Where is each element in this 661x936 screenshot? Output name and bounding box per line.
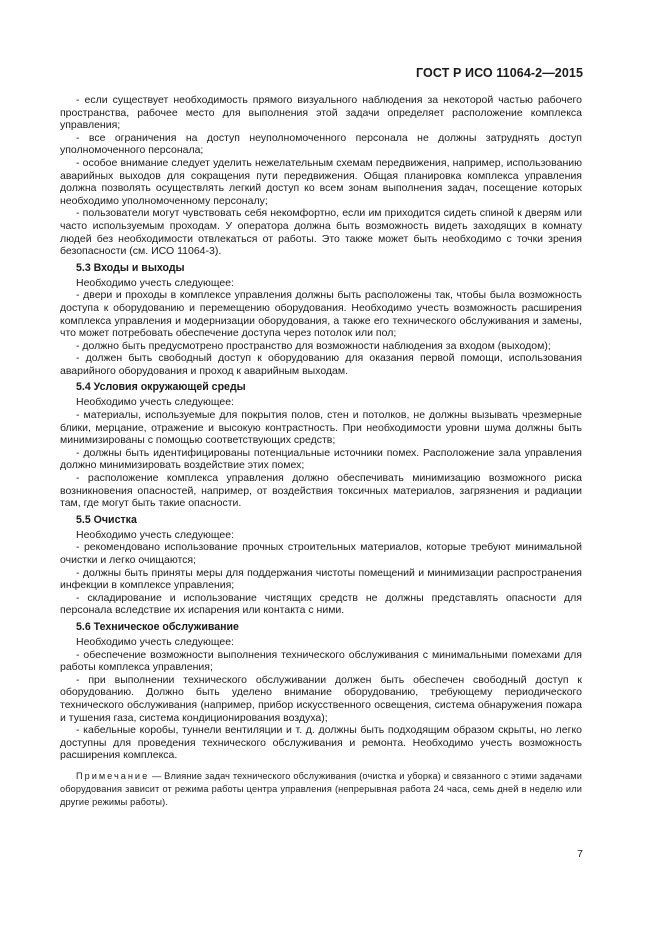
section-intro: Необходимо учесть следующее: [76,528,234,541]
list-item: - обеспечение возможности выполнения технического обслуживания с минимальными помехами для работы комплекса управления; [60,648,582,674]
list-item: - пользователи могут чувствовать себя некомфортно, если им приходится сидеть спиной к дверям или часто используемым проходам. У оператора должна быть возможность видеть заходящих в комнату людей без необходимости отвлекаться от работы. Это также может быть необходимо с точки зрения безопасности (см. ИСО 11064-3). [60,207,582,258]
section-heading: 5.4 Условия окружающей среды [76,381,246,394]
list-item: - должно быть предусмотрено пространство для возможности наблюдения за входом (выходом); [76,339,551,352]
list-item: - расположение комплекса управления должно обеспечивать минимизацию возможного риска возникновения опасностей, например, от воздействия токсичных материалов, загрязнения и радиации там, где могут быть такие опасности. [60,472,582,510]
section-heading: 5.3 Входы и выходы [76,261,185,274]
section-intro: Необходимо учесть следующее: [76,396,234,409]
note [60,770,582,809]
list-item: - складирование и использование чистящих средств не должны представлять опасности для персонала вследствие их испарения или контакта с ними. [60,591,582,617]
list-item: - все ограничения на доступ неуполномоченного персонала не должны затруднять доступ уполномоченного персонала; [60,131,582,157]
section-heading: 5.5 Очистка [76,513,137,526]
list-item: - должен быть свободный доступ к оборудованию для оказания первой помощи, использования аварийного оборудования и проход к аварийным выходам. [60,352,582,377]
page-number: 7 [577,848,583,860]
section-intro: Необходимо учесть следующее: [76,276,234,289]
section-intro: Необходимо учесть следующее: [76,635,234,648]
list-item: - должны быть идентифицированы потенциальные источники помех. Расположение зала управления должно минимизировать воздействие этих помех; [60,446,582,472]
section-heading: 5.6 Техническое обслуживание [76,620,239,633]
list-item: - должны быть приняты меры для поддержания чистоты помещений и минимизации распространения инфекции в комплексе управления; [60,566,582,592]
note-label: Примечание [76,770,150,781]
document-header: ГОСТ Р ИСО 11064-2—2015 [416,66,583,80]
document-body [60,94,582,809]
list-item: - кабельные коробы, туннели вентиляции и т. д. должны быть подходящим образом скрыты, но легко доступны для проведения технического обслуживания и ремонта. Необходимо учесть возможность расширения комплекса. [60,724,582,762]
list-item: - материалы, используемые для покрытия полов, стен и потолков, не должны вызывать чрезмерные блики, мерцание, отражение и высокую контрастность. При необходимости уровни шума должны быть минимизированы с помощью соответствующих средств; [60,409,582,447]
list-item: - рекомендовано использование прочных строительных материалов, которые требуют минимальной очистки и легко очищаются; [60,541,582,566]
note-text: — Влияние задач технического обслуживания (очистка и уборка) и связанного с этими задачами оборудования зависит от режима работы центра управления (непрерывная работа 24 часа, семь дней в неделю или другие режимы работы). [60,770,582,807]
list-item: - особое внимание следует уделить нежелательным схемам передвижения, например, использованию аварийных выходов для сокращения пути передвижения. Общая планировка комплекса управления должна позволять осуществлять легкий доступ ко всем зонам выполнения задач, посещение которых необходимо уполномоченному персоналу; [60,156,582,207]
list-item: - двери и проходы в комплексе управления должны быть расположены так, чтобы была возможность доступа к оборудованию и перемещению оборудования. Необходимо учесть возможность расширения комплекса управления и модернизации оборудования, а также его технического обслуживания и замены, что может потребовать обеспечение доступа через потолок или пол; [60,289,582,340]
list-item: - если существует необходимость прямого визуального наблюдения за некоторой частью рабочего пространства, рабочее место для выполнения этой задачи определяет расположение комплекса управления; [60,94,582,132]
list-item: - при выполнении технического обслуживании должен быть обеспечен свободный доступ к оборудованию. Должно быть уделено внимание оборудованию, требующему периодического технического обслуживания (например, прибор искусственного освещения, система обнаружения пожара и тушения газа, система кондиционирования воздуха); [60,673,582,724]
